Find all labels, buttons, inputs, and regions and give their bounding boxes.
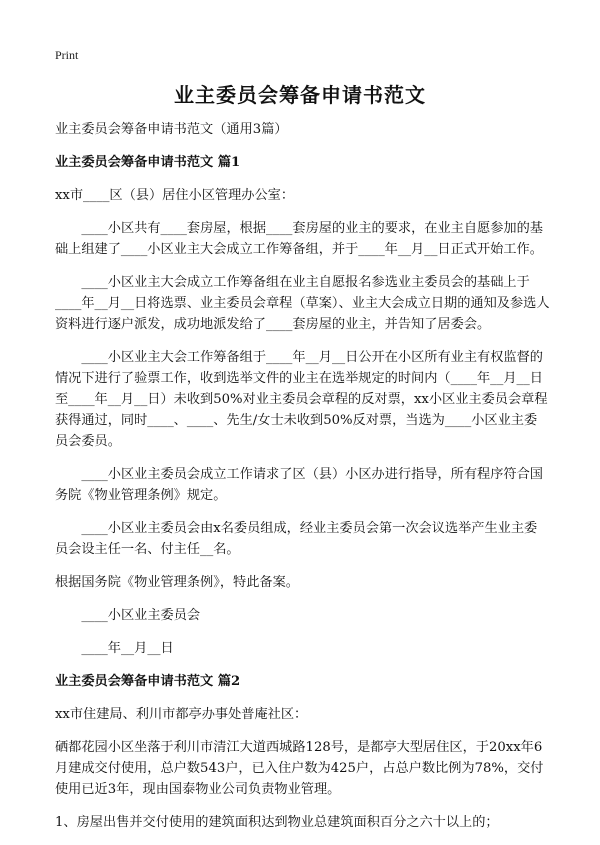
section-1-addressee: xx市____区（县）居住小区管理办公室：	[55, 188, 295, 203]
section-heading-2: 业主委员会筹备申请书范文 篇2	[55, 674, 241, 689]
document-subtitle: 业主委员会筹备申请书范文（通用3篇）	[55, 122, 288, 137]
section-1-date: ____年__月__日	[81, 641, 174, 656]
section-1-paragraph-2: ____小区业主大会成立工作筹备组在业主自愿报名参选业主委员会的基础上于____年__月__日将选票、业主委员会章程（草案）、业主大会成立日期的通知及参选人资料进行逐户派发，成功地派发给了____套房屋的业主，并告知了居委会。	[55, 275, 550, 332]
document-body	[55, 119, 550, 845]
section-1-paragraph-4: ____小区业主委员会成立工作请求了区（县）小区办进行指导，所有程序符合国务院《物业管理条例》规定。	[55, 467, 543, 503]
section-heading-1: 业主委员会筹备申请书范文 篇1	[55, 155, 241, 170]
section-2-paragraph-2: 1、房屋出售并交付使用的建筑面积达到物业总建筑面积百分之六十以上的；	[55, 815, 499, 830]
section-1-paragraph-6: 根据国务院《物业管理条例》，特此备案。	[55, 575, 299, 590]
section-1-paragraph-3: ____小区业主大会工作筹备组于____年__月__日公开在小区所有业主有权监督的情况下进行了验票工作，收到选举文件的业主在选举规定的时间内（____年__月__日至____年__月__日）未收到50%对业主委员会章程的反对票，xx小区业主委员会章程获得通过，同时____、____、先生/女士未收到50%反对票，当选为____小区业主委员会委员。	[55, 350, 548, 449]
document-title: 业主委员会筹备申请书范文	[174, 83, 426, 107]
section-1-paragraph-1: ____小区共有____套房屋，根据____套房屋的业主的要求，在业主自愿参加的基础上组建了____小区业主大会成立工作筹备组，并于____年__月__日正式开始工作。	[55, 221, 543, 257]
print-link[interactable]: Print	[55, 48, 79, 62]
section-2-addressee: xx市住建局、利川市都亭办事处普庵社区：	[55, 707, 308, 722]
section-1-paragraph-5: ____小区业主委员会由x名委员组成，经业主委员会第一次会议选举产生业主委员会设主任一名、付主任__名。	[55, 521, 538, 557]
section-1-signature: ____小区业主委员会	[81, 608, 201, 623]
section-2-paragraph-1: 硒都花园小区坐落于利川市清江大道西城路128号，是都亭大型居住区，于20xx年6月建成交付使用，总户数543户，已入住户数为425户，占总户数比例为78%，交付使用已近3年，现由国泰物业公司负责物业管理。	[55, 740, 544, 797]
